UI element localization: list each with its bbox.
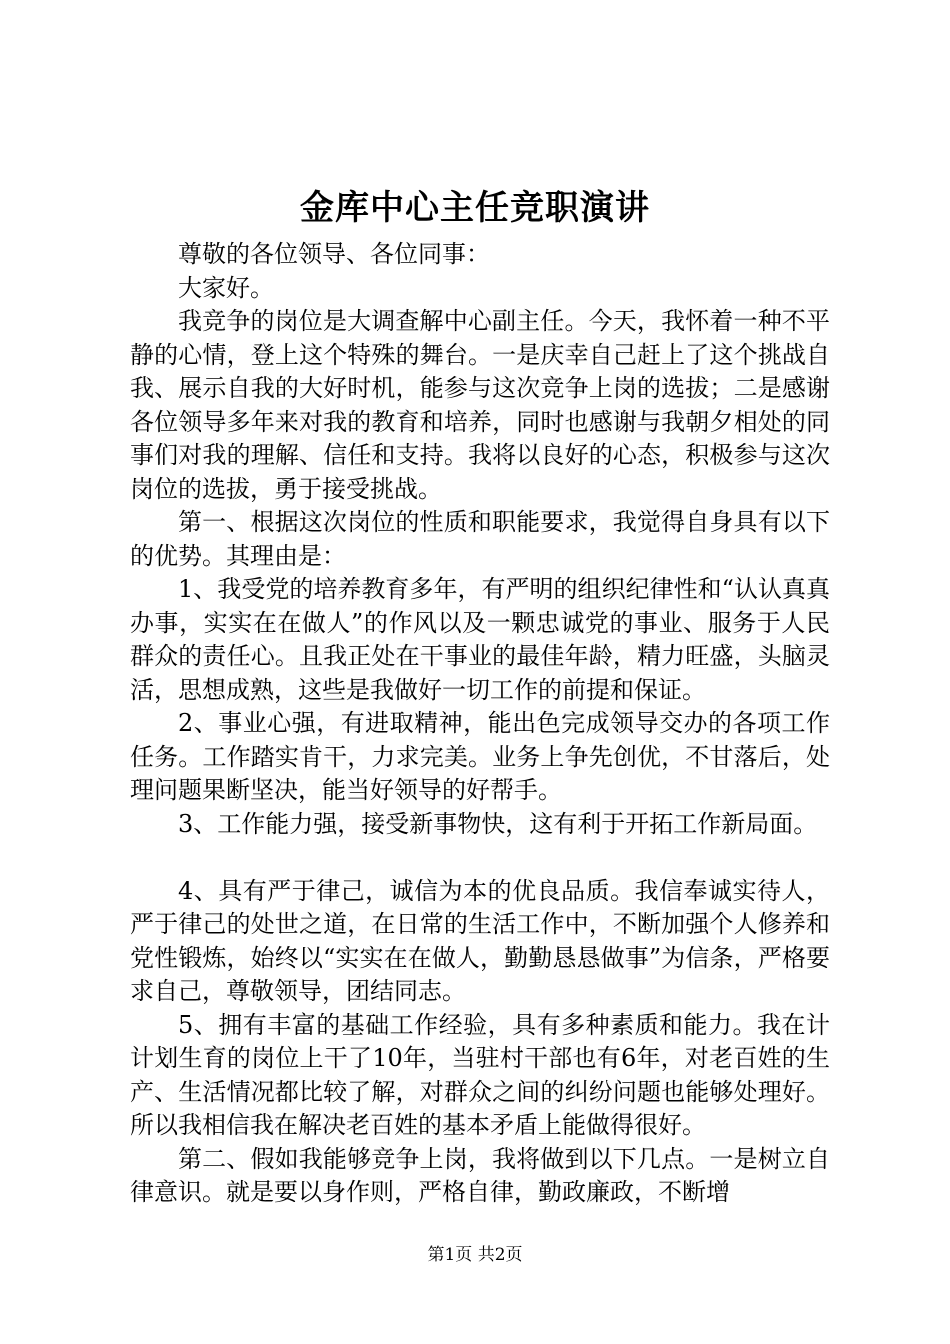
greeting: 大家好。 — [178, 273, 274, 302]
document-body — [130, 238, 830, 1210]
salutation: 尊敬的各位领导、各位同事： — [178, 240, 490, 268]
paragraph-point-4: 4、具有严于律己，诚信为本的优良品质。我信奉诚实待人，严于律己的处世之道，在日常的生活工作中，不断加强个人修养和党性锻炼，始终以“实实在在做人，勤勤恳恳做事”为信条，严格要求自己，尊敬领导，团结同志。 — [130, 876, 830, 1005]
paragraph-point-1: 1、我受党的培养教育多年，有严明的组织纪律性和“认认真真办事，实实在在做人”的作风以及一颗忠诚党的事业、服务于人民群众的责任心。且我正处在干事业的最佳年龄，精力旺盛，头脑灵活，思想成熟，这些是我做好一切工作的前提和保证。 — [130, 575, 830, 704]
paragraph-intro: 我竞争的岗位是大调查解中心副主任。今天，我怀着一种不平静的心情，登上这个特殊的舞台。一是庆幸自己赶上了这个挑战自我、展示自我的大好时机，能参与这次竞争上岗的选拔；二是感谢各位领导多年来对我的教育和培养，同时也感谢与我朝夕相处的同事们对我的理解、信任和支持。我将以良好的心态，积极参与这次岗位的选拔，勇于接受挑战。 — [130, 307, 830, 503]
paragraph-point-3: 3、工作能力强，接受新事物快，这有利于开拓工作新局面。 — [178, 809, 818, 838]
document-title: 金库中心主任竞职演讲 — [300, 188, 650, 228]
paragraph-section-two: 第二、假如我能够竞争上岗，我将做到以下几点。一是树立自律意识。就是要以身作则，严格自律，勤政廉政，不断增 — [130, 1144, 830, 1206]
paragraph-point-5: 5、拥有丰富的基础工作经验，具有多种素质和能力。我在计计划生育的岗位上干了10年，当驻村干部也有6年，对老百姓的生产、生活情况都比较了解，对群众之间的纠纷问题也能够处理好。所以我相信我在解决老百姓的基本矛盾上能做得很好。 — [130, 1010, 830, 1139]
paragraph-point-2: 2、事业心强，有进取精神，能出色完成领导交办的各项工作任务。工作踏实肯干，力求完美。业务上争先创优，不甘落后，处理问题果断坚决，能当好领导的好帮手。 — [130, 709, 830, 804]
paragraph-section-one: 第一、根据这次岗位的性质和职能要求，我觉得自身具有以下的优势。其理由是： — [130, 508, 830, 570]
page-number: 第1页 共2页 — [427, 1245, 523, 1265]
